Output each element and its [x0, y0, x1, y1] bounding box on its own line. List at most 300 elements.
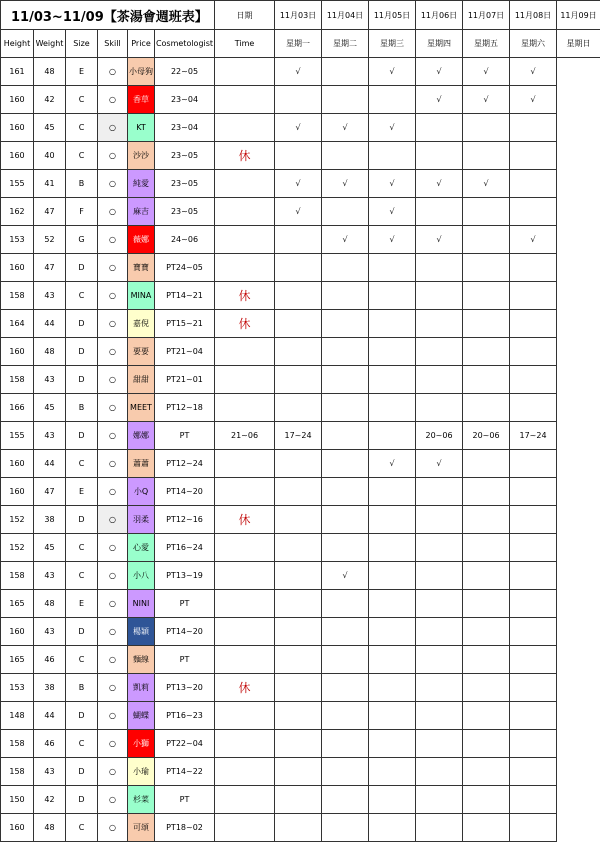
day-cell — [510, 534, 557, 562]
weekday-header: 星期二 — [322, 30, 369, 58]
table-row — [1, 226, 600, 254]
weight-cell: 46 — [34, 646, 66, 674]
day-cell — [463, 394, 510, 422]
day-cell — [369, 562, 416, 590]
size-cell: D — [66, 310, 98, 338]
day-cell — [416, 702, 463, 730]
col-header-skill: Skill — [98, 30, 128, 58]
table-row — [1, 590, 600, 618]
day-check-mark: √ — [369, 170, 416, 198]
day-cell — [463, 114, 510, 142]
weekday-header: 星期六 — [510, 30, 557, 58]
date-header: 11月09日 — [557, 1, 600, 30]
day-cell — [369, 674, 416, 702]
size-cell: C — [66, 114, 98, 142]
weight-cell: 43 — [34, 366, 66, 394]
day-cell — [369, 366, 416, 394]
day-cell — [322, 142, 369, 170]
day-cell — [369, 702, 416, 730]
day-check-mark: √ — [322, 170, 369, 198]
day-cell — [510, 506, 557, 534]
table-row — [1, 814, 600, 842]
day-cell — [416, 618, 463, 646]
day-cell — [416, 562, 463, 590]
day-cell — [215, 814, 275, 842]
skill-cell: ○ — [98, 366, 128, 394]
skill-cell: ○ — [98, 58, 128, 86]
time-cell: PT16~24 — [155, 534, 215, 562]
date-header: 11月05日 — [369, 1, 416, 30]
day-cell — [215, 478, 275, 506]
day-check-mark: √ — [322, 114, 369, 142]
day-cell — [215, 366, 275, 394]
day-cell — [322, 506, 369, 534]
cosmetologist-name: 凱莉 — [128, 674, 155, 702]
weight-cell: 47 — [34, 254, 66, 282]
day-check-mark: √ — [416, 226, 463, 254]
height-cell: 162 — [1, 198, 34, 226]
day-cell — [275, 450, 322, 478]
cosmetologist-name: 羽柔 — [128, 506, 155, 534]
weekday-header: 星期五 — [463, 30, 510, 58]
day-cell — [322, 618, 369, 646]
table-row — [1, 562, 600, 590]
day-check-mark: √ — [416, 86, 463, 114]
size-cell: D — [66, 786, 98, 814]
skill-cell: ○ — [98, 534, 128, 562]
weight-cell: 45 — [34, 534, 66, 562]
day-cell — [510, 338, 557, 366]
day-cell — [275, 254, 322, 282]
weight-cell: 48 — [34, 58, 66, 86]
day-cell — [510, 310, 557, 338]
day-cell — [215, 198, 275, 226]
day-cell — [275, 310, 322, 338]
day-cell — [369, 758, 416, 786]
day-check-mark: √ — [369, 450, 416, 478]
table-row — [1, 170, 600, 198]
day-check-mark: √ — [416, 170, 463, 198]
day-cell — [463, 814, 510, 842]
cosmetologist-name: KT — [128, 114, 155, 142]
height-cell: 160 — [1, 814, 34, 842]
time-cell: 22~05 — [155, 58, 215, 86]
day-cell — [322, 814, 369, 842]
day-cell — [322, 422, 369, 450]
table-row — [1, 646, 600, 674]
size-cell: E — [66, 590, 98, 618]
day-cell — [275, 282, 322, 310]
time-cell: 23~04 — [155, 86, 215, 114]
height-cell: 152 — [1, 506, 34, 534]
day-cell — [369, 786, 416, 814]
day-cell — [322, 590, 369, 618]
day-cell — [275, 674, 322, 702]
table-row — [1, 450, 600, 478]
day-cell — [416, 114, 463, 142]
day-cell — [463, 702, 510, 730]
height-cell: 152 — [1, 534, 34, 562]
table-row — [1, 58, 600, 86]
skill-cell: ○ — [98, 310, 128, 338]
day-cell — [275, 562, 322, 590]
skill-cell: ○ — [98, 674, 128, 702]
time-cell: 23~05 — [155, 170, 215, 198]
time-label: Time — [215, 30, 275, 58]
day-cell — [416, 534, 463, 562]
day-check-mark: √ — [275, 114, 322, 142]
cosmetologist-name: 小母狗 — [128, 58, 155, 86]
cosmetologist-name: 要要 — [128, 338, 155, 366]
size-cell: C — [66, 142, 98, 170]
weight-cell: 43 — [34, 758, 66, 786]
day-cell — [275, 702, 322, 730]
day-check-mark: √ — [275, 198, 322, 226]
skill-cell: ○ — [98, 730, 128, 758]
cosmetologist-name: 沙沙 — [128, 142, 155, 170]
size-cell: D — [66, 254, 98, 282]
table-row — [1, 730, 600, 758]
day-cell — [463, 478, 510, 506]
time-cell: PT14~22 — [155, 758, 215, 786]
table-row — [1, 702, 600, 730]
day-time-range: 20~06 — [416, 422, 463, 450]
day-cell — [369, 730, 416, 758]
col-header-cosmetologist: Cosmetologist — [155, 30, 215, 58]
day-cell — [369, 534, 416, 562]
day-check-mark: √ — [463, 86, 510, 114]
day-cell — [463, 254, 510, 282]
page-title: 11/03~11/09【茶湯會週班表】 — [1, 1, 215, 30]
day-cell — [510, 254, 557, 282]
weight-cell: 44 — [34, 450, 66, 478]
weekday-header: 星期日 — [557, 30, 600, 58]
day-cell — [322, 786, 369, 814]
weekday-header: 星期一 — [275, 30, 322, 58]
col-header-weight: Weight — [34, 30, 66, 58]
day-cell — [463, 646, 510, 674]
skill-cell: ○ — [98, 814, 128, 842]
day-check-mark: √ — [369, 198, 416, 226]
skill-cell: ○ — [98, 506, 128, 534]
day-cell — [510, 282, 557, 310]
cosmetologist-name: NINI — [128, 590, 155, 618]
cosmetologist-name: 心愛 — [128, 534, 155, 562]
day-cell — [463, 198, 510, 226]
time-cell: PT14~21 — [155, 282, 215, 310]
skill-cell: ○ — [98, 618, 128, 646]
cosmetologist-name: MINA — [128, 282, 155, 310]
day-time-range: 20~06 — [463, 422, 510, 450]
height-cell: 148 — [1, 702, 34, 730]
weight-cell: 44 — [34, 702, 66, 730]
date-header: 11月03日 — [275, 1, 322, 30]
day-cell — [322, 730, 369, 758]
day-cell — [463, 758, 510, 786]
size-cell: C — [66, 86, 98, 114]
weight-cell: 47 — [34, 478, 66, 506]
cosmetologist-name: 麻吉 — [128, 198, 155, 226]
day-cell — [215, 618, 275, 646]
skill-cell: ○ — [98, 394, 128, 422]
weekday-header: 星期三 — [369, 30, 416, 58]
day-cell — [275, 646, 322, 674]
skill-cell: ○ — [98, 786, 128, 814]
time-cell: PT24~05 — [155, 254, 215, 282]
day-cell — [463, 786, 510, 814]
height-cell: 165 — [1, 590, 34, 618]
day-cell — [416, 310, 463, 338]
table-row — [1, 310, 600, 338]
day-cell — [510, 142, 557, 170]
day-cell — [369, 506, 416, 534]
table-row — [1, 618, 600, 646]
cosmetologist-name: 楊穎 — [128, 618, 155, 646]
skill-cell: ○ — [98, 282, 128, 310]
day-check-mark: √ — [463, 58, 510, 86]
size-cell: D — [66, 618, 98, 646]
size-cell: D — [66, 758, 98, 786]
table-row — [1, 142, 600, 170]
day-cell — [510, 702, 557, 730]
weight-cell: 44 — [34, 310, 66, 338]
size-cell: B — [66, 674, 98, 702]
time-cell: PT14~20 — [155, 478, 215, 506]
day-cell — [463, 562, 510, 590]
time-cell: PT13~19 — [155, 562, 215, 590]
skill-cell: ○ — [98, 646, 128, 674]
skill-cell: ○ — [98, 422, 128, 450]
size-cell: C — [66, 562, 98, 590]
day-cell — [510, 198, 557, 226]
day-cell — [416, 730, 463, 758]
day-cell — [416, 282, 463, 310]
schedule-header — [1, 1, 600, 58]
day-cell — [322, 366, 369, 394]
day-cell — [322, 758, 369, 786]
skill-cell: ○ — [98, 86, 128, 114]
date-header: 11月04日 — [322, 1, 369, 30]
day-cell — [369, 646, 416, 674]
day-cell — [510, 814, 557, 842]
day-cell — [416, 590, 463, 618]
day-cell — [369, 814, 416, 842]
table-row — [1, 674, 600, 702]
day-cell — [215, 254, 275, 282]
table-row — [1, 506, 600, 534]
time-cell: PT15~21 — [155, 310, 215, 338]
table-row — [1, 338, 600, 366]
day-cell — [416, 394, 463, 422]
table-row — [1, 366, 600, 394]
col-header-price: Price — [128, 30, 155, 58]
time-cell: 24~06 — [155, 226, 215, 254]
day-cell — [275, 506, 322, 534]
skill-cell: ○ — [98, 450, 128, 478]
table-row — [1, 478, 600, 506]
day-cell — [510, 170, 557, 198]
day-cell — [416, 814, 463, 842]
table-row — [1, 114, 600, 142]
day-cell — [510, 114, 557, 142]
day-cell — [215, 590, 275, 618]
day-cell — [463, 618, 510, 646]
cosmetologist-name: 杉菜 — [128, 786, 155, 814]
day-cell — [416, 786, 463, 814]
day-cell — [463, 534, 510, 562]
height-cell: 160 — [1, 86, 34, 114]
weight-cell: 47 — [34, 198, 66, 226]
day-cell — [322, 282, 369, 310]
day-cell — [369, 478, 416, 506]
cosmetologist-name: 薇娜 — [128, 226, 155, 254]
time-cell: PT12~16 — [155, 506, 215, 534]
weight-cell: 43 — [34, 562, 66, 590]
day-time-range: 17~24 — [510, 422, 557, 450]
time-cell: 23~05 — [155, 198, 215, 226]
day-cell — [322, 338, 369, 366]
size-cell: D — [66, 366, 98, 394]
day-off-mark: 休 — [215, 310, 275, 338]
skill-cell: ○ — [98, 114, 128, 142]
skill-cell: ○ — [98, 758, 128, 786]
time-cell: PT12~24 — [155, 450, 215, 478]
height-cell: 158 — [1, 730, 34, 758]
day-cell — [322, 310, 369, 338]
day-cell — [510, 394, 557, 422]
cosmetologist-name: 甜甜 — [128, 366, 155, 394]
height-cell: 153 — [1, 226, 34, 254]
day-cell — [463, 310, 510, 338]
day-cell — [369, 310, 416, 338]
day-cell — [510, 646, 557, 674]
weight-cell: 43 — [34, 282, 66, 310]
cosmetologist-name: MEET — [128, 394, 155, 422]
height-cell: 160 — [1, 114, 34, 142]
cosmetologist-name: 純愛 — [128, 170, 155, 198]
day-cell — [215, 730, 275, 758]
day-cell — [275, 758, 322, 786]
weight-cell: 40 — [34, 142, 66, 170]
day-cell — [215, 646, 275, 674]
skill-cell: ○ — [98, 198, 128, 226]
day-cell — [369, 282, 416, 310]
weight-cell: 41 — [34, 170, 66, 198]
day-cell — [215, 758, 275, 786]
cosmetologist-name: 小瑜 — [128, 758, 155, 786]
day-off-mark: 休 — [215, 282, 275, 310]
day-cell — [322, 450, 369, 478]
table-row — [1, 394, 600, 422]
day-cell — [275, 366, 322, 394]
size-cell: D — [66, 422, 98, 450]
date-label: 日期 — [215, 1, 275, 30]
day-cell — [416, 506, 463, 534]
skill-cell: ○ — [98, 562, 128, 590]
weight-cell: 45 — [34, 114, 66, 142]
day-cell — [369, 422, 416, 450]
day-cell — [275, 394, 322, 422]
date-header: 11月07日 — [463, 1, 510, 30]
height-cell: 158 — [1, 758, 34, 786]
time-cell: PT — [155, 422, 215, 450]
date-header: 11月08日 — [510, 1, 557, 30]
day-cell — [463, 366, 510, 394]
size-cell: D — [66, 338, 98, 366]
cosmetologist-name: 嘉倪 — [128, 310, 155, 338]
height-cell: 164 — [1, 310, 34, 338]
height-cell: 160 — [1, 254, 34, 282]
skill-cell: ○ — [98, 338, 128, 366]
day-cell — [322, 646, 369, 674]
day-cell — [322, 478, 369, 506]
day-cell — [322, 198, 369, 226]
time-cell: PT21~04 — [155, 338, 215, 366]
size-cell: C — [66, 814, 98, 842]
day-cell — [510, 590, 557, 618]
day-cell — [322, 534, 369, 562]
day-cell — [510, 450, 557, 478]
size-cell: C — [66, 646, 98, 674]
height-cell: 160 — [1, 618, 34, 646]
height-cell: 158 — [1, 562, 34, 590]
day-time-range: 21~06 — [215, 422, 275, 450]
weight-cell: 48 — [34, 814, 66, 842]
day-cell — [416, 758, 463, 786]
time-cell: PT18~02 — [155, 814, 215, 842]
day-check-mark: √ — [322, 562, 369, 590]
day-cell — [275, 786, 322, 814]
day-cell — [369, 394, 416, 422]
day-cell — [322, 702, 369, 730]
day-check-mark: √ — [416, 58, 463, 86]
day-cell — [215, 702, 275, 730]
time-cell: PT21~01 — [155, 366, 215, 394]
day-cell — [416, 142, 463, 170]
weight-cell: 42 — [34, 786, 66, 814]
day-cell — [215, 338, 275, 366]
day-cell — [463, 506, 510, 534]
day-off-mark: 休 — [215, 142, 275, 170]
day-cell — [510, 366, 557, 394]
day-cell — [215, 58, 275, 86]
day-cell — [463, 142, 510, 170]
cosmetologist-name: 蝴蝶 — [128, 702, 155, 730]
day-cell — [369, 254, 416, 282]
day-cell — [369, 142, 416, 170]
height-cell: 150 — [1, 786, 34, 814]
col-header-size: Size — [66, 30, 98, 58]
day-cell — [275, 478, 322, 506]
table-row — [1, 758, 600, 786]
cosmetologist-name: 小八 — [128, 562, 155, 590]
table-row — [1, 198, 600, 226]
weight-cell: 43 — [34, 618, 66, 646]
weight-cell: 48 — [34, 590, 66, 618]
day-cell — [510, 758, 557, 786]
day-cell — [322, 394, 369, 422]
day-check-mark: √ — [463, 170, 510, 198]
table-row — [1, 534, 600, 562]
day-cell — [416, 674, 463, 702]
height-cell: 155 — [1, 422, 34, 450]
cosmetologist-name: 麵線 — [128, 646, 155, 674]
day-cell — [322, 674, 369, 702]
day-cell — [510, 478, 557, 506]
day-check-mark: √ — [322, 226, 369, 254]
height-cell: 160 — [1, 338, 34, 366]
height-cell: 155 — [1, 170, 34, 198]
